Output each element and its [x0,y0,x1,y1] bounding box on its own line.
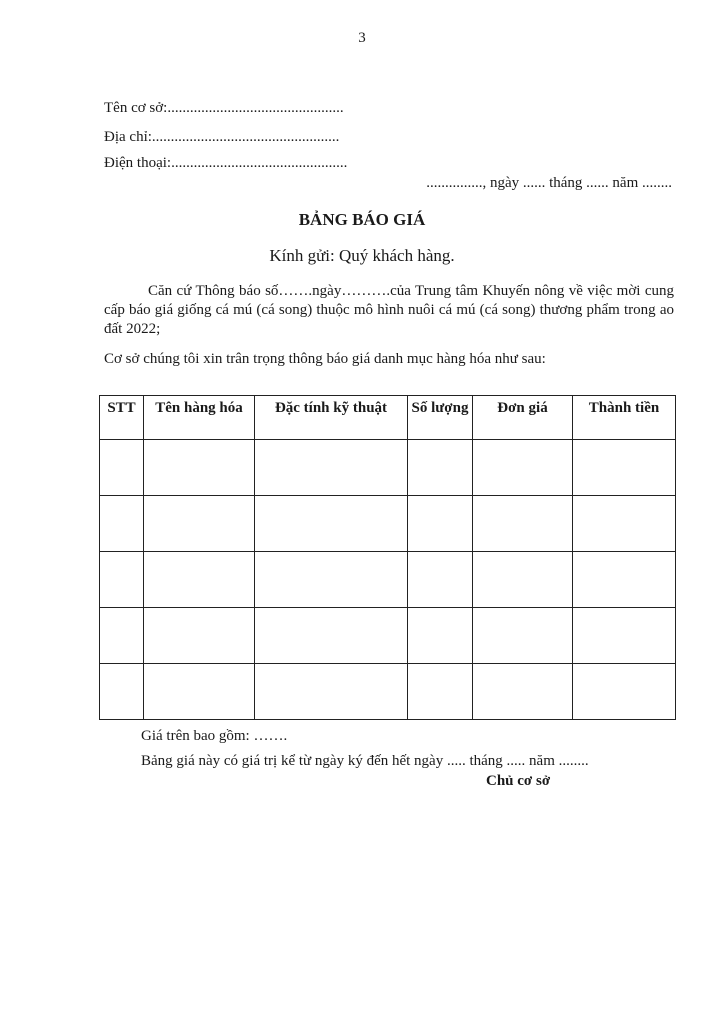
table-cell [408,440,473,496]
table-cell [473,496,573,552]
price-table [99,395,676,720]
header-so-luong: Số lượng [408,396,473,440]
address-field: Địa chỉ:.................................................. [104,129,340,145]
table-cell [255,440,408,496]
reference-text: Căn cứ Thông báo số…….ngày……….của Trung tâm Khuyến nông về việc mời cung cấp báo giá giống cá mú (cá song) thuộc mô hình nuôi cá mú (cá song) thương phẩm trong ao đất 2022; [104,283,674,337]
table-cell [144,440,255,496]
header-don-gia: Đơn giá [473,396,573,440]
business-name-field: Tên cơ sở:............................................... [104,100,344,116]
table-cell [100,552,144,608]
table-cell [573,608,676,664]
intro-text: Cơ sở chúng tôi xin trân trọng thông báo giá danh mục hàng hóa như sau: [104,351,546,367]
table-cell [100,496,144,552]
table-cell [144,664,255,720]
table-cell [255,608,408,664]
table-cell [255,552,408,608]
header-thanh-tien: Thành tiền [573,396,676,440]
table-row [100,608,676,664]
validity-text: Bảng giá này có giá trị kể từ ngày ký đến hết ngày ..... tháng ..... năm ........ [141,753,589,769]
table-row [100,664,676,720]
header-ten-hang-hoa: Tên hàng hóa [144,396,255,440]
table-cell [473,608,573,664]
table-cell [100,664,144,720]
phone-field: Điện thoại:............................................... [104,155,348,171]
greeting: Kính gửi: Quý khách hàng. [269,246,455,265]
header-stt: STT [100,396,144,440]
table-row [100,496,676,552]
table-cell [100,440,144,496]
header-dac-tinh-ky-thuat: Đặc tính kỹ thuật [255,396,408,440]
table-cell [473,664,573,720]
date-line: ..............., ngày ...... tháng ...... năm ........ [426,175,672,191]
price-includes-text: Giá trên bao gồm: ……. [141,728,288,744]
table-row [100,440,676,496]
table-cell [255,664,408,720]
table-cell [255,496,408,552]
table-cell [408,664,473,720]
table-header-row [100,396,676,440]
table-cell [573,496,676,552]
table-cell [408,552,473,608]
table-cell [573,664,676,720]
table-cell [473,552,573,608]
reference-paragraph [104,282,674,339]
signer-label: Chủ cơ sở [486,773,551,789]
table-cell [408,496,473,552]
table-cell [473,440,573,496]
table-cell [144,608,255,664]
table-cell [573,552,676,608]
document-title: BẢNG BÁO GIÁ [298,210,426,229]
table-cell [573,440,676,496]
table-cell [144,552,255,608]
table-cell [408,608,473,664]
table-row [100,552,676,608]
table-cell [100,608,144,664]
page-number: 3 [358,30,366,46]
table-cell [144,496,255,552]
